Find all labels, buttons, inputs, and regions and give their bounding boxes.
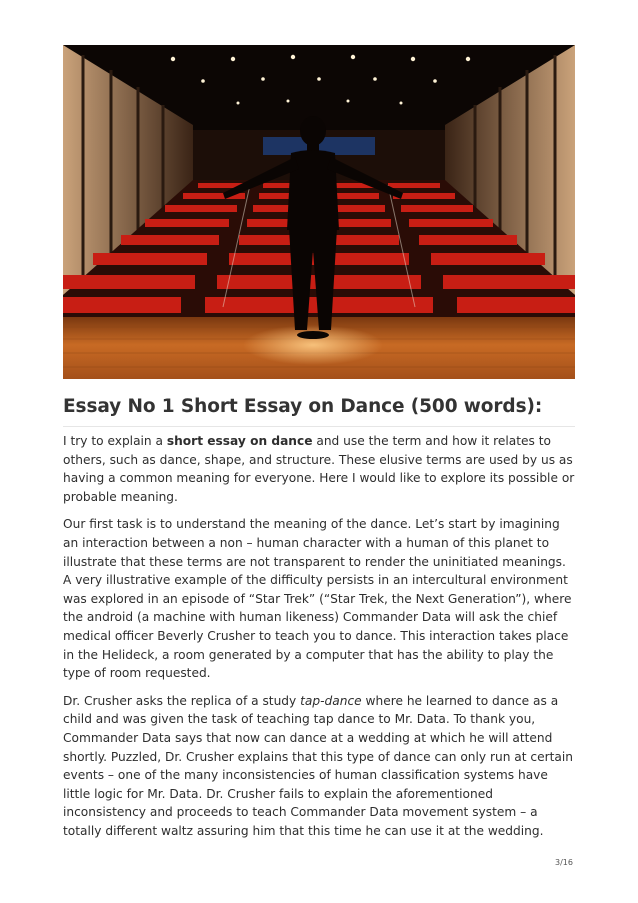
p1-keyword-link[interactable]: short essay on dance [166,434,313,448]
p1-text-start: I try to explain a [63,434,167,448]
paragraph-1 [63,432,575,506]
essay-title: Essay No 1 Short Essay on Dance (500 words): [63,396,543,417]
paragraph-2: Our first task is to understand the meaning of the dance. Let’s start by imagining an interaction between a non – human character with a human of this planet to illustrate that these terms are not transparent to render the uninitiated meanings. A very illustrative example of the difficulty persists in an intercultural environment was explored in an episode of “Star Trek” (“Star Trek, the Next Generation”), where the android (a machine with human likeness) Commander Data will ask the chief medical officer Beverly Crusher to teach you to dance. This interaction takes place in the Helideck, a room generated by a computer that has the ability to play the type of room requested. [63,517,572,681]
theater-stage-illustration [63,45,575,379]
hero-image [63,45,575,379]
p1-text-end: and use the term and how it relates to others, such as dance, shape, and structure. These elusive terms are used by us as having a common meaning for everyone. Here I would like to explore its possible or probable meaning. [63,434,575,504]
page-number: 3/16 [555,858,573,867]
p3-text-end: where he learned to dance as a child and was given the task of teaching tap dance to Mr. Data. To thank you, Commander Data says that now can dance at a wedding at which he will attend shortly. Puzzled, Dr. Crusher explains that this type of dance can only run at certain events – one of the many inconsistencies of human classification systems have little logic for Mr. Data. Dr. Crusher fails to explain the aforementioned inconsistency and proceeds to teach Commander Data movement system – a totally different waltz assuring him that this time he can use it at the wedding. [63,693,573,838]
p3-italic-term: tap-dance [300,693,362,708]
title-divider [63,426,575,427]
essay-body [63,432,575,849]
p3-text-start: Dr. Crusher asks the replica of a study [63,693,301,708]
paragraph-3 [63,692,575,841]
